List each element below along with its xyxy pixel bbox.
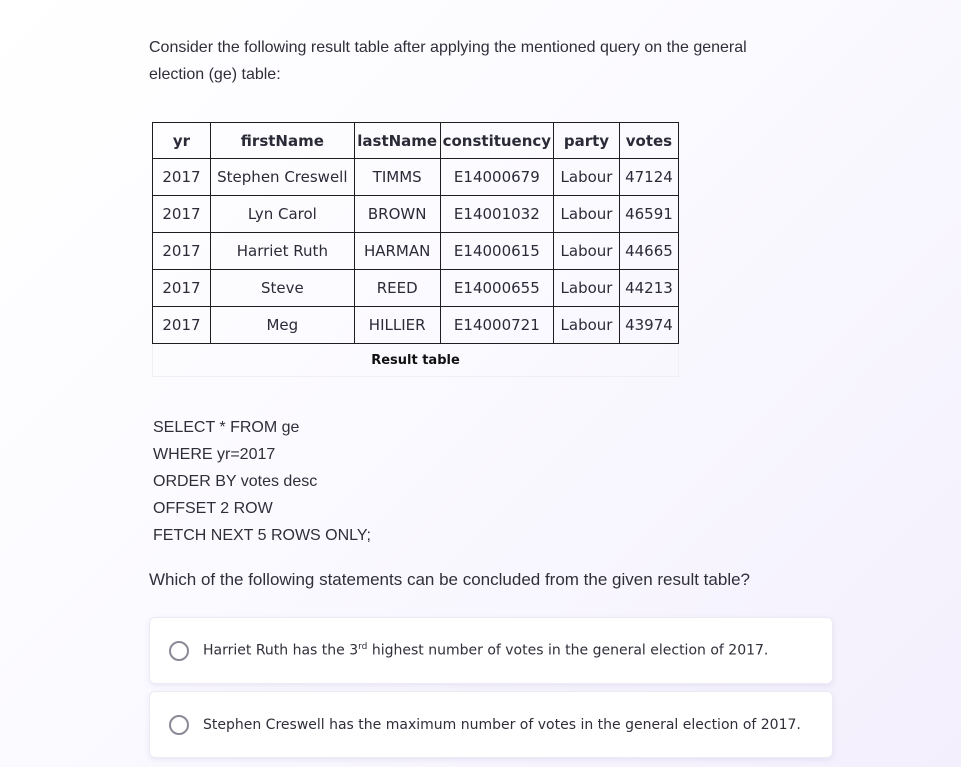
query-line: OFFSET 2 ROW [153,500,273,517]
option-label [203,642,768,659]
header-yr: yr [153,123,211,159]
table-row [153,307,679,344]
cell-yr: 2017 [153,270,211,307]
cell-lastname: BROWN [354,196,440,233]
cell-votes: 44665 [619,233,678,270]
query-line: ORDER BY votes desc [153,473,318,490]
cell-lastname: HILLIER [354,307,440,344]
table-header-row [153,123,679,159]
cell-constituency: E14000679 [440,159,554,196]
cell-constituency: E14001032 [440,196,554,233]
table-row [153,233,679,270]
cell-party: Labour [554,233,620,270]
query-line: WHERE yr=2017 [153,446,276,463]
cell-firstname: Lyn Carol [210,196,354,233]
cell-yr: 2017 [153,307,211,344]
cell-party: Labour [554,307,620,344]
result-table-container [152,122,679,377]
header-party: party [554,123,620,159]
cell-lastname: REED [354,270,440,307]
result-table [152,122,679,344]
option-text-sup: rd [358,642,368,653]
option-label: Stephen Creswell has the maximum number of votes in the general election of 2017. [203,716,801,733]
header-votes: votes [619,123,678,159]
cell-yr: 2017 [153,159,211,196]
intro-line-1: Consider the following result table after applying the mentioned query on the general [149,39,747,56]
cell-constituency: E14000655 [440,270,554,307]
intro-line-2: election (ge) table: [149,66,281,83]
answer-option-2[interactable] [149,691,833,758]
cell-votes: 43974 [619,307,678,344]
table-row [153,270,679,307]
query-line: SELECT * FROM ge [153,419,300,436]
question-intro [149,34,829,88]
question-text: Which of the following statements can be concluded from the given result table? [149,570,751,589]
table-caption: Result table [152,344,679,377]
cell-firstname: Meg [210,307,354,344]
cell-yr: 2017 [153,233,211,270]
query-line: FETCH NEXT 5 ROWS ONLY; [153,527,371,544]
cell-votes: 44213 [619,270,678,307]
cell-yr: 2017 [153,196,211,233]
cell-firstname: Harriet Ruth [210,233,354,270]
cell-votes: 46591 [619,196,678,233]
cell-firstname: Stephen Creswell [210,159,354,196]
header-constituency: constituency [440,123,554,159]
header-firstname: firstName [210,123,354,159]
cell-lastname: HARMAN [354,233,440,270]
cell-party: Labour [554,270,620,307]
cell-constituency: E14000615 [440,233,554,270]
table-row [153,159,679,196]
option-text-pre: Harriet Ruth has the 3 [203,642,359,659]
option-text-post: highest number of votes in the general election of 2017. [367,642,769,659]
answer-option-1[interactable] [149,617,833,684]
sql-query [153,414,371,549]
cell-party: Labour [554,159,620,196]
header-lastname: lastName [354,123,440,159]
cell-constituency: E14000721 [440,307,554,344]
cell-votes: 47124 [619,159,678,196]
cell-lastname: TIMMS [354,159,440,196]
cell-firstname: Steve [210,270,354,307]
table-row [153,196,679,233]
radio-button[interactable] [169,715,189,735]
cell-party: Labour [554,196,620,233]
radio-button[interactable] [169,641,189,661]
